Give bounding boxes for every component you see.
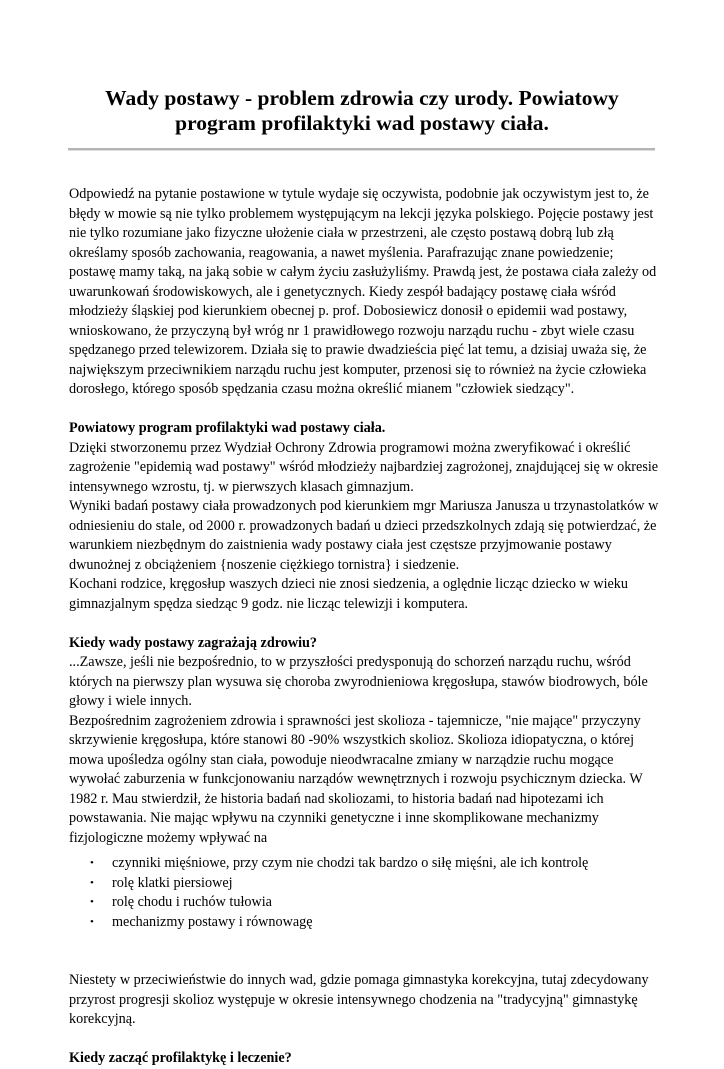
program-paragraph-1: Dzięki stworzonemu przez Wydział Ochrony Zdrowia programowi można zweryfikować i określić zagrożenie "epidemią wad postawy" wśród młodzieży najbardziej zagrożonej, znajdującej się w okresie intensywnego wzrostu, tj. w pierwszych klasach gimnazjum. xyxy=(69,439,659,495)
threats-paragraph-3: Niestety w przeciwieństwie do innych wad, gdzie pomaga gimnastyka korekcyjna, tutaj zdecydowany przyrost progresji skolioz występuje w okresie intensywnego chodzenia na "tradycyjną" gimnastykę korekcyjną. xyxy=(69,972,649,1027)
section-heading-program: Powiatowy program profilaktyki wad postawy ciała. xyxy=(69,420,386,436)
document-body xyxy=(69,185,661,1069)
program-paragraph-2: Wyniki badań postawy ciała prowadzonych pod kierunkiem mgr Mariusza Janusza u trzynastolatków w odniesieniu do stale, od 2000 r. prowadzonych badań u dzieci przedszkolnych zdają się potwierdzać, że warunkiem niezbędnym do zaistnienia wady postawy ciała jest częstsze przyjmowanie postawy dwunożnej z obciążeniem {noszenie ciężkiego tornistra} i siedzenie. xyxy=(69,498,659,573)
list-item: • rolę klatki piersiowej xyxy=(112,874,661,894)
threats-paragraph-1: ...Zawsze, jeśli nie bezpośrednio, to w przyszłości predysponują do schorzeń narządu ruchu, wśród których na pierwszy plan wysuwa się choroba zwyrodnieniowa kręgosłupa, stawów biodrowych, bóle głowy i wiele innych. xyxy=(69,654,648,709)
section-heading-threats: Kiedy wady postawy zagrażają zdrowiu? xyxy=(69,634,318,651)
section-heading-prevention: Kiedy zacząć profilaktykę i leczenie? xyxy=(69,1050,292,1066)
list-item: • mechanizmy postawy i równowagę xyxy=(112,913,661,933)
list-item: • rolę chodu i ruchów tułowia xyxy=(112,893,661,913)
list-item: • czynniki mięśniowe, przy czym nie chodzi tak bardzo o siłę mięśni, ale ich kontrolę xyxy=(112,854,661,874)
factors-list xyxy=(69,854,661,932)
intro-paragraph: Odpowiedź na pytanie postawione w tytule wydaje się oczywista, podobnie jak oczywistym jest to, że błędy w mowie są nie tylko problemem występującym na lekcji języka polskiego. Pojęcie postawy jest nie tylko rozumiane jako fizyczne ułożenie ciała w przestrzeni, ale często postawą dobrą lub złą określamy sposób zachowania, reagowania, a nawet myślenia. Parafrazując znane powiedzenie; postawę mamy taką, na jaką sobie w całym życiu zasłużyliśmy. Prawdą jest, że postawa ciała zależy od uwarunkowań środowiskowych, ale i genetycznych. Kiedy zespół badający postawę ciała wśród młodzieży śląskiej pod kierunkiem obecnej p. prof. Dobosiewicz donosił o epidemii wad postawy, wnioskowano, że przyczyną był wróg nr 1 prawidłowego rozwoju narządu ruchu - zbyt wiele czasu spędzanego przed telewizorem. Działa się to prawie dwadzieścia pięć lat temu, a dzisiaj uważa się, że największym przeciwnikiem narządu ruchu jest komputer, przenosi się to również na życie człowieka dorosłego, którego sposób spędzania czasu można określić mianem "człowiek siedzący". xyxy=(69,186,657,397)
threats-paragraph-2: Bezpośrednim zagrożeniem zdrowia i sprawności jest skolioza - tajemnicze, "nie mające" przyczyny skrzywienie kręgosłupa, które stanowi 80 -90% wszystkich skolioz. Skolioza idiopatyczna, o której mowa upośledza ogólny stan ciała, powoduje nieodwracalne zmiany w narządzie ruchu mogące wywołać zaburzenia w funkcjonowaniu narządów wewnętrznych i rozwoju psychicznym dziecka. W 1982 r. Mau stwierdził, że historia badań nad skoliozami, to historia badań nad hipotezami ich powstawania. Nie mając wpływu na czynniki genetyczne i inne skomplikowane mechanizmy fizjologiczne możemy wpływać na xyxy=(69,712,643,846)
program-paragraph-3: Kochani rodzice, kręgosłup waszych dzieci nie znosi siedzenia, a oględnie licząc dziecko w wieku gimnazjalnym spędza siedząc 9 godz. nie licząc telewizji i komputera. xyxy=(69,576,628,612)
title-divider xyxy=(68,148,655,151)
document-title: Wady postawy - problem zdrowia czy urody. Powiatowy program profilaktyki wad postawy ciała. xyxy=(105,86,619,135)
